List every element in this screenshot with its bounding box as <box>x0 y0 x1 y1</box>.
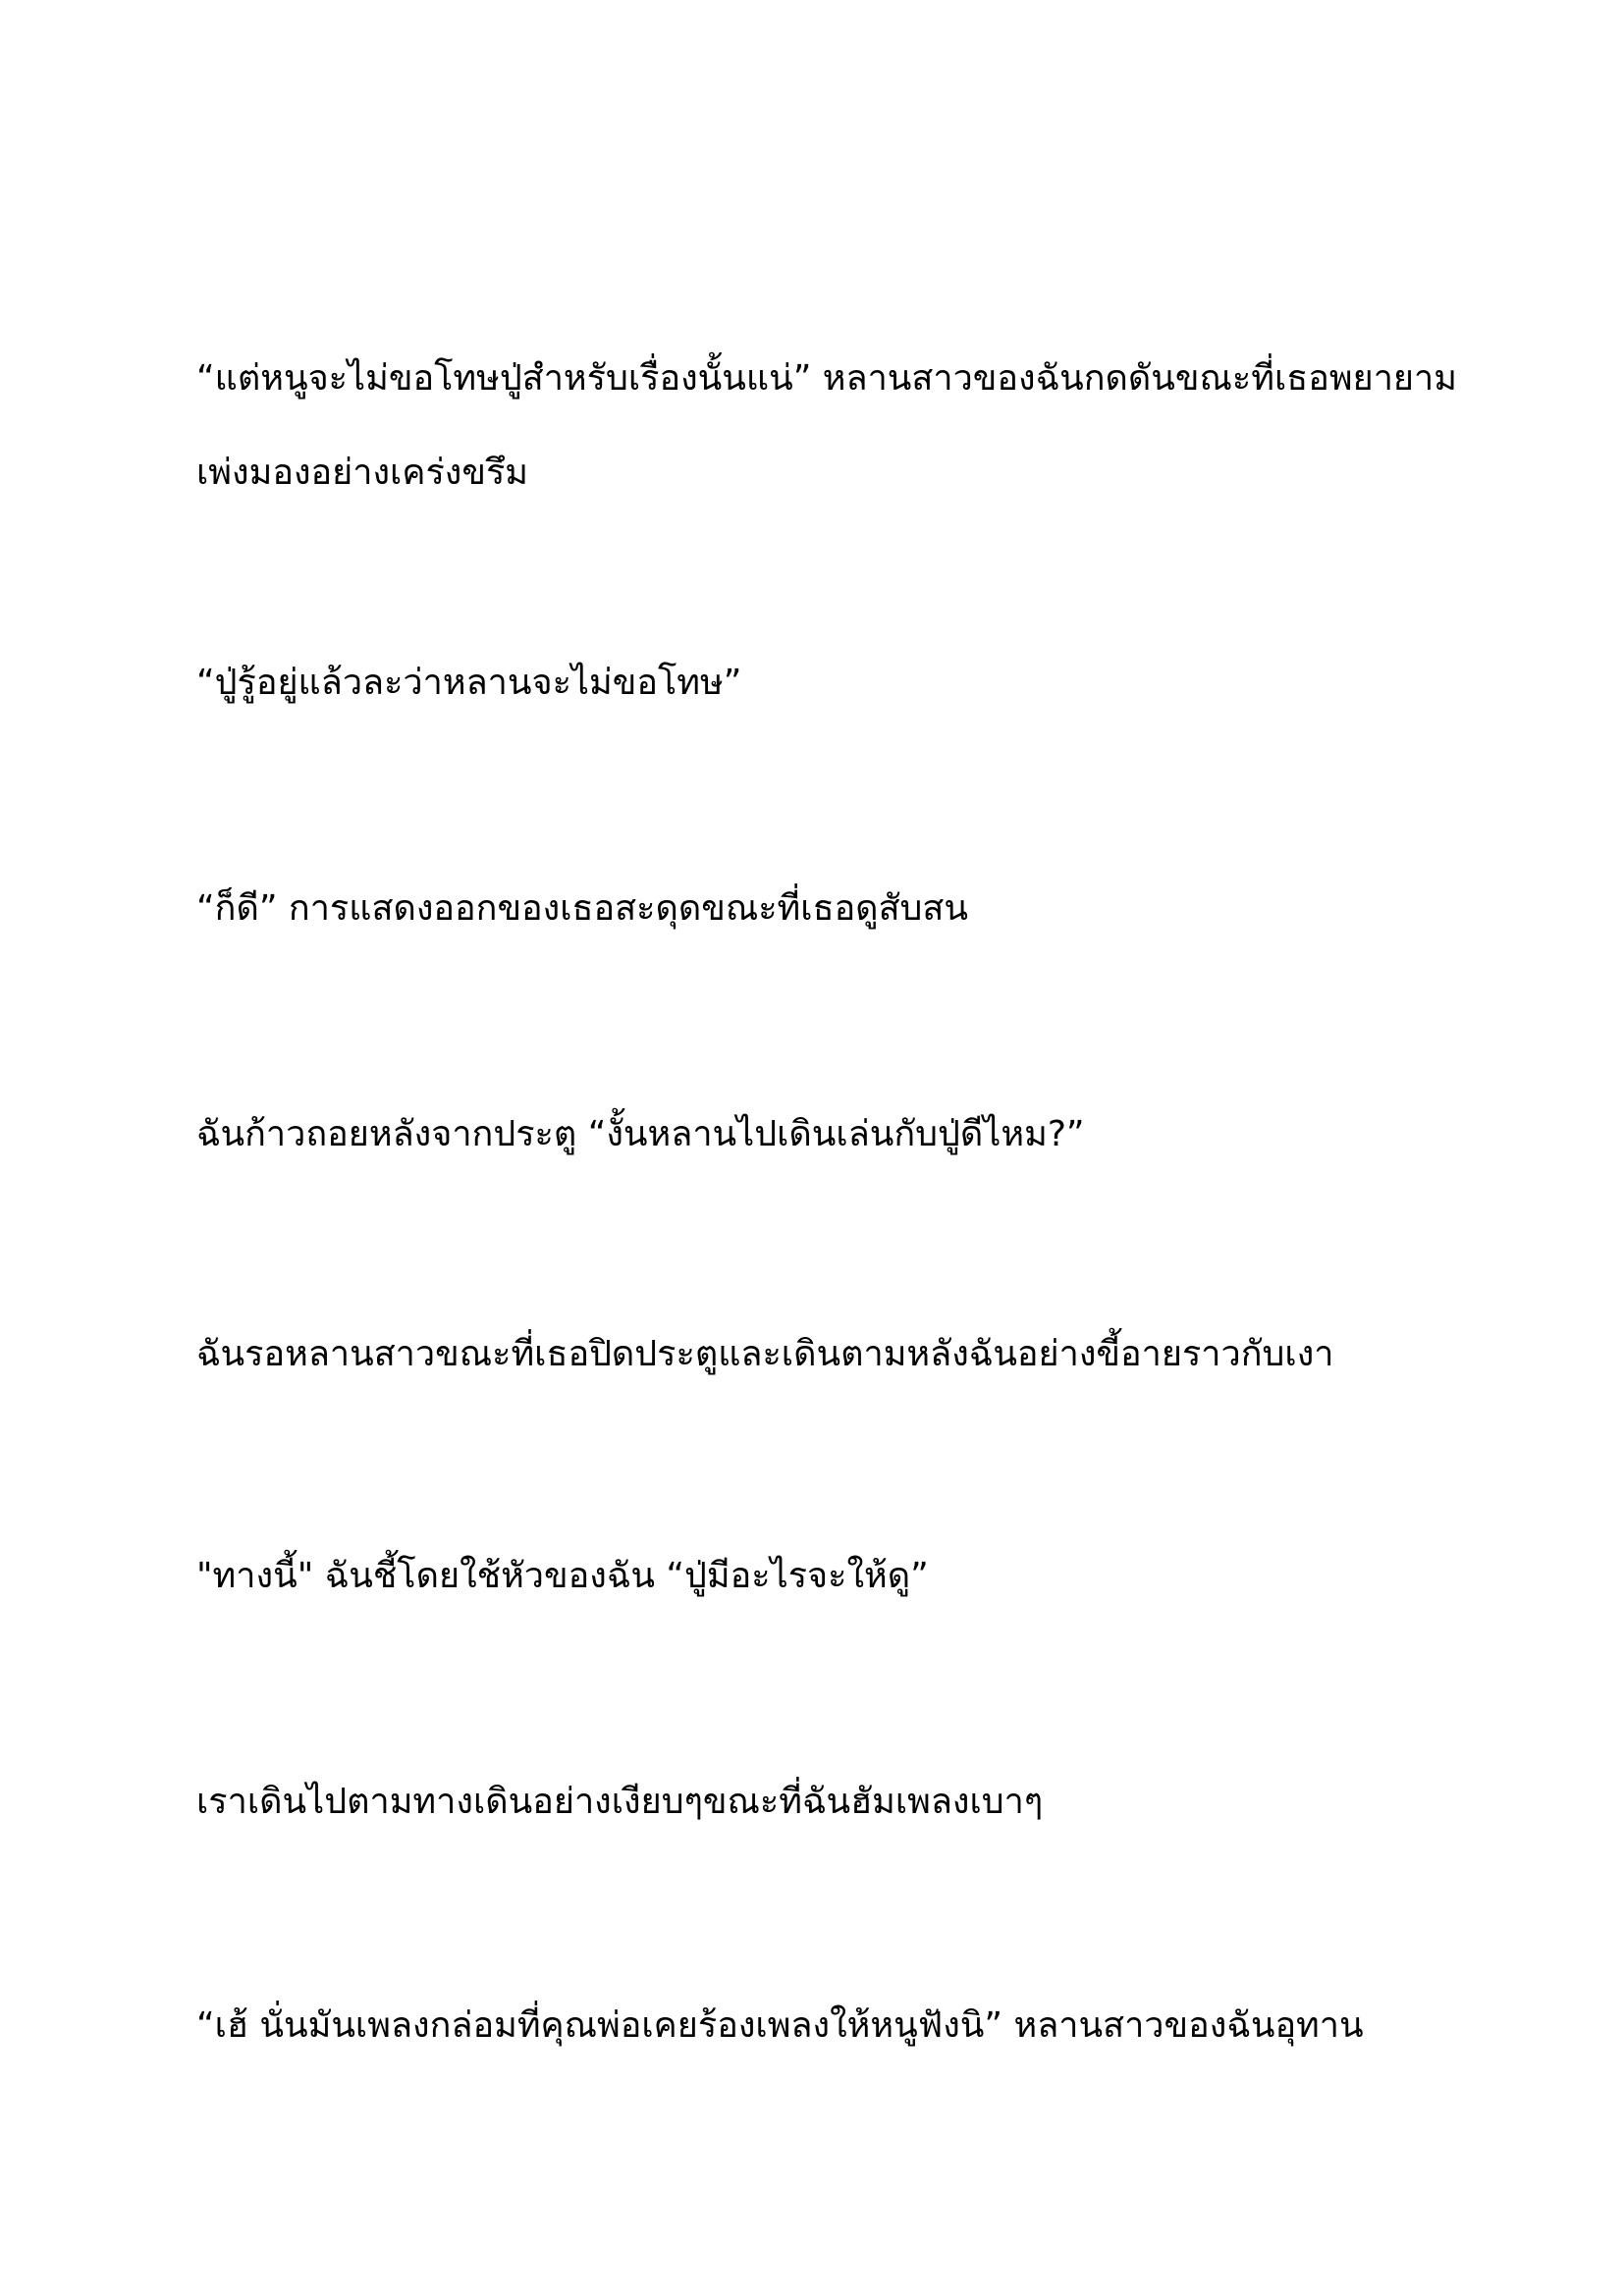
paragraph-8: “เฮ้ นั่นมันเพลงกล่อมที่คุณพ่อเคยร้องเพลงให้หนูฟังนิ” หลานสาวของฉันอุทาน <box>196 2005 1364 2046</box>
paragraph-5: ฉันรอหลานสาวขณะที่เธอปิดประตูและเดินตามหลังฉันอย่างขี้อายราวกับเงา <box>196 1334 1334 1374</box>
paragraph-7: เราเดินไปตามทางเดินอย่างเงียบๆขณะที่ฉันฮัมเพลงเบาๆ <box>196 1782 1044 1822</box>
paragraph-3: “ก็ดี” การแสดงออกของเธอสะดุดขณะที่เธอดูสับสน <box>196 888 968 929</box>
paragraph-1: “แต่หนูจะไม่ขอโทษปู่สำหรับเรื่องนั้นแน่” หลานสาวของฉันกดดันขณะที่เธอพยายามเพ่งมองอย่างเคร่งขรึม <box>196 358 1457 493</box>
paragraph-6: "ทางนี้" ฉันชี้โดยใช้หัวของฉัน “ปู่มีอะไรจะให้ดู” <box>196 1556 929 1596</box>
paragraph-4: ฉันก้าวถอยหลังจากประตู “งั้นหลานไปเดินเล่นกับปู่ดีไหม?” <box>196 1114 1085 1154</box>
paragraph-2: “ปู่รู้อยู่แล้วละว่าหลานจะไม่ขอโทษ” <box>196 663 742 703</box>
